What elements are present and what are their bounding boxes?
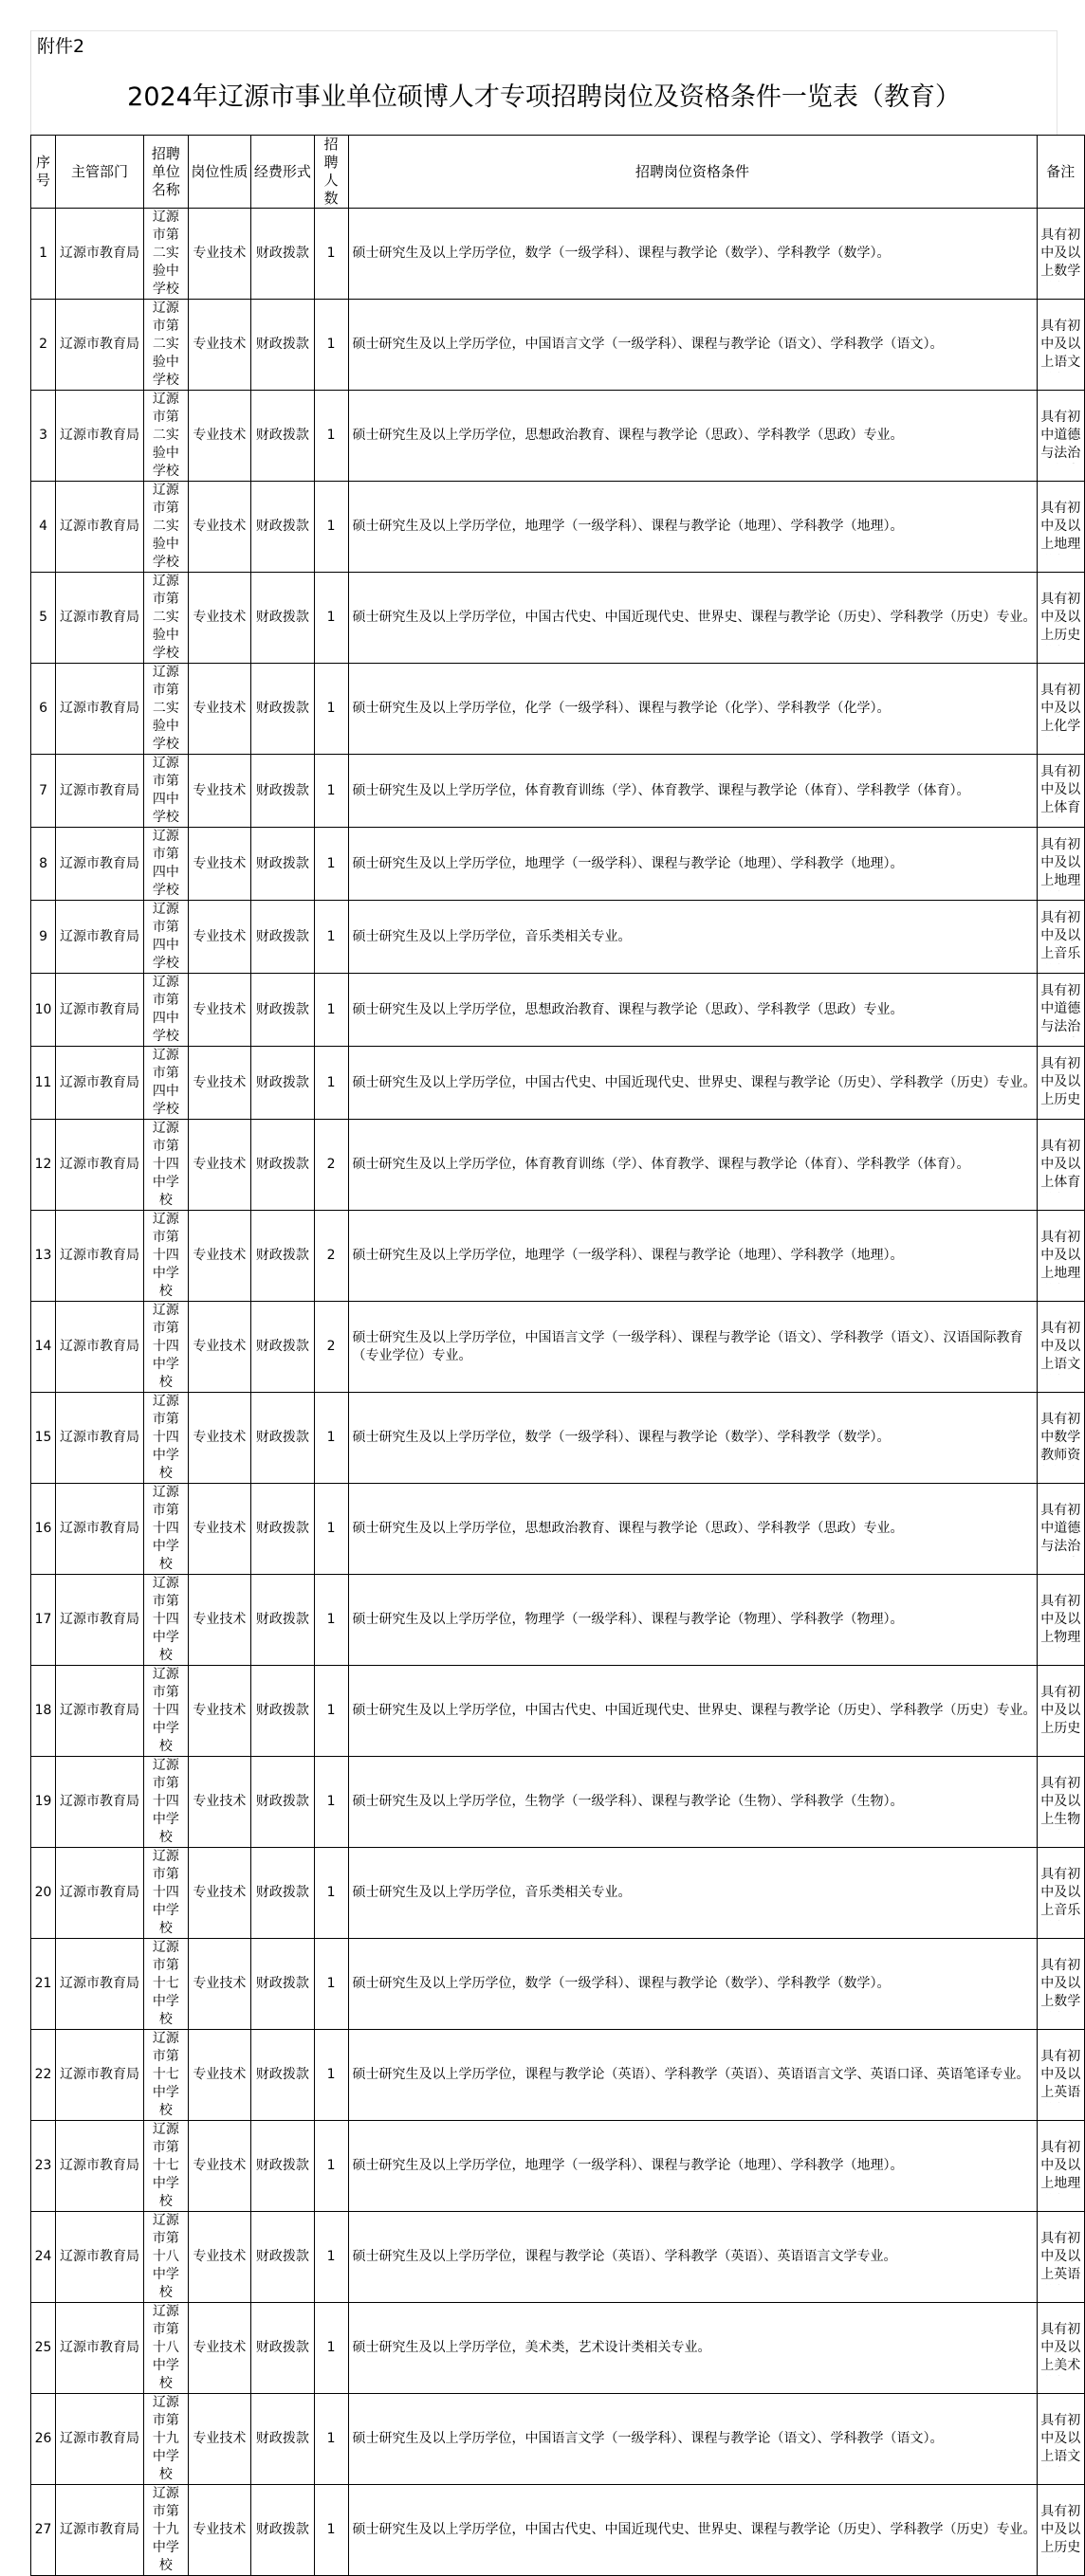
row-funding: 财政拨款	[251, 901, 315, 974]
table-row	[31, 209, 1085, 300]
attachment-label: 附件2	[30, 30, 1057, 61]
row-unit-name: 辽源市第四中学校	[144, 1047, 189, 1120]
row-requirements: 硕士研究生及以上学历学位，数学（一级学科）、课程与教学论（数学）、学科教学（数学）。	[352, 246, 891, 261]
row-unit-name: 辽源市第四中学校	[144, 974, 189, 1047]
table-row	[31, 2212, 1085, 2303]
header-unit: 招聘单位名称	[144, 136, 189, 209]
row-position-nature: 专业技术	[188, 755, 250, 828]
row-department: 辽源市教育局	[56, 1211, 144, 1302]
row-department: 辽源市教育局	[56, 664, 144, 755]
row-number: 23	[31, 2121, 56, 2212]
row-funding: 财政拨款	[251, 1211, 315, 1302]
row-department: 辽源市教育局	[56, 573, 144, 664]
row-unit-name: 辽源市第十九中学校	[144, 2485, 189, 2576]
row-note: 具有初中及以上体育	[1040, 1138, 1081, 1190]
row-position-nature: 专业技术	[188, 2121, 250, 2212]
row-unit-name: 辽源市第二实验中学校	[144, 573, 189, 664]
row-count: 1	[314, 482, 348, 573]
row-position-nature: 专业技术	[188, 974, 250, 1047]
row-count: 1	[314, 1757, 348, 1848]
row-department: 辽源市教育局	[56, 974, 144, 1047]
row-department: 辽源市教育局	[56, 209, 144, 300]
row-requirements: 硕士研究生及以上学历学位，地理学（一级学科）、课程与教学论（地理）、学科教学（地理）。	[352, 2158, 904, 2173]
row-department: 辽源市教育局	[56, 755, 144, 828]
row-department: 辽源市教育局	[56, 2485, 144, 2576]
row-count: 1	[314, 391, 348, 482]
table-header-row	[31, 136, 1085, 209]
row-note: 具有初中及以上数学	[1040, 227, 1081, 279]
row-number: 18	[31, 1666, 56, 1757]
row-funding: 财政拨款	[251, 1666, 315, 1757]
row-funding: 财政拨款	[251, 828, 315, 901]
row-count: 1	[314, 573, 348, 664]
row-note: 具有初中及以上地理	[1040, 837, 1081, 888]
row-position-nature: 专业技术	[188, 1848, 250, 1939]
row-unit-name: 辽源市第十四中学校	[144, 1393, 189, 1484]
row-requirements: 硕士研究生及以上学历学位，美术类，艺术设计类相关专业。	[352, 2340, 711, 2355]
row-position-nature: 专业技术	[188, 2303, 250, 2394]
row-requirements: 硕士研究生及以上学历学位，音乐类相关专业。	[352, 928, 632, 944]
row-department: 辽源市教育局	[56, 1120, 144, 1211]
row-note: 具有初中及以上音乐	[1040, 1866, 1081, 1918]
table-row	[31, 1939, 1085, 2030]
row-department: 辽源市教育局	[56, 1484, 144, 1575]
header-count: 招聘人数	[314, 136, 348, 209]
row-funding: 财政拨款	[251, 1575, 315, 1666]
row-count: 1	[314, 2303, 348, 2394]
row-department: 辽源市教育局	[56, 828, 144, 901]
row-note: 具有初中及以上语文	[1040, 1320, 1081, 1372]
row-count: 1	[314, 2212, 348, 2303]
row-count: 1	[314, 1047, 348, 1120]
row-count: 1	[314, 2485, 348, 2576]
row-number: 7	[31, 755, 56, 828]
row-number: 16	[31, 1484, 56, 1575]
row-requirements: 硕士研究生及以上学历学位，中国古代史、中国近现代史、世界史、课程与教学论（历史）、学科教学（历史）专业。	[352, 2522, 1037, 2537]
row-funding: 财政拨款	[251, 2212, 315, 2303]
row-number: 17	[31, 1575, 56, 1666]
row-position-nature: 专业技术	[188, 901, 250, 974]
row-number: 2	[31, 300, 56, 391]
row-unit-name: 辽源市第十四中学校	[144, 1211, 189, 1302]
row-count: 1	[314, 1393, 348, 1484]
row-count: 1	[314, 755, 348, 828]
table-row	[31, 828, 1085, 901]
row-number: 11	[31, 1047, 56, 1120]
row-requirements: 硕士研究生及以上学历学位，中国古代史、中国近现代史、世界史、课程与教学论（历史）、学科教学（历史）专业。	[352, 1074, 1037, 1090]
row-number: 21	[31, 1939, 56, 2030]
row-unit-name: 辽源市第十七中学校	[144, 1939, 189, 2030]
row-funding: 财政拨款	[251, 2121, 315, 2212]
row-position-nature: 专业技术	[188, 1211, 250, 1302]
header-note: 备注	[1037, 136, 1084, 209]
row-unit-name: 辽源市第十四中学校	[144, 1302, 189, 1393]
row-note: 具有初中及以上历史	[1040, 1056, 1081, 1107]
header-requirements: 招聘岗位资格条件	[348, 136, 1037, 209]
row-funding: 财政拨款	[251, 2394, 315, 2485]
row-department: 辽源市教育局	[56, 300, 144, 391]
row-department: 辽源市教育局	[56, 1939, 144, 2030]
row-funding: 财政拨款	[251, 1047, 315, 1120]
table-row	[31, 1848, 1085, 1939]
row-funding: 财政拨款	[251, 300, 315, 391]
row-requirements: 硕士研究生及以上学历学位，生物学（一级学科）、课程与教学论（生物）、学科教学（生物）。	[352, 1794, 904, 1809]
positions-table	[30, 135, 1085, 2576]
row-position-nature: 专业技术	[188, 1666, 250, 1757]
row-department: 辽源市教育局	[56, 901, 144, 974]
row-department: 辽源市教育局	[56, 1047, 144, 1120]
row-unit-name: 辽源市第十九中学校	[144, 2394, 189, 2485]
row-count: 1	[314, 974, 348, 1047]
row-number: 20	[31, 1848, 56, 1939]
row-count: 2	[314, 1120, 348, 1211]
row-requirements: 硕士研究生及以上学历学位，课程与教学论（英语）、学科教学（英语）、英语语言文学、英语口译、英语笔译专业。	[352, 2067, 1030, 2082]
row-count: 1	[314, 1848, 348, 1939]
row-requirements: 硕士研究生及以上学历学位，地理学（一级学科）、课程与教学论（地理）、学科教学（地理）。	[352, 519, 904, 534]
row-unit-name: 辽源市第十四中学校	[144, 1848, 189, 1939]
row-requirements: 硕士研究生及以上学历学位，体育教育训练（学）、体育教学、课程与教学论（体育）、学科教学（体育）。	[352, 1157, 970, 1172]
row-requirements: 硕士研究生及以上学历学位，中国语言文学（一级学科）、课程与教学论（语文）、学科教学（语文）。	[352, 337, 944, 352]
table-row	[31, 1666, 1085, 1757]
row-unit-name: 辽源市第十四中学校	[144, 1120, 189, 1211]
row-requirements: 硕士研究生及以上学历学位，物理学（一级学科）、课程与教学论（物理）、学科教学（物理）。	[352, 1612, 904, 1627]
row-unit-name: 辽源市第四中学校	[144, 828, 189, 901]
row-department: 辽源市教育局	[56, 2212, 144, 2303]
row-department: 辽源市教育局	[56, 2030, 144, 2121]
row-requirements: 硕士研究生及以上学历学位，课程与教学论（英语）、学科教学（英语）、英语语言文学专业。	[352, 2249, 897, 2264]
row-number: 3	[31, 391, 56, 482]
row-unit-name: 辽源市第四中学校	[144, 755, 189, 828]
row-unit-name: 辽源市第十四中学校	[144, 1666, 189, 1757]
table-row	[31, 1757, 1085, 1848]
row-note: 具有初中及以上地理	[1040, 2139, 1081, 2191]
table-row	[31, 1575, 1085, 1666]
row-funding: 财政拨款	[251, 209, 315, 300]
row-note: 具有初中及以上英语	[1040, 2230, 1081, 2282]
table-row	[31, 2121, 1085, 2212]
row-unit-name: 辽源市第二实验中学校	[144, 300, 189, 391]
row-count: 1	[314, 1666, 348, 1757]
row-number: 4	[31, 482, 56, 573]
row-requirements: 硕士研究生及以上学历学位，中国古代史、中国近现代史、世界史、课程与教学论（历史）、学科教学（历史）专业。	[352, 610, 1037, 625]
row-position-nature: 专业技术	[188, 2485, 250, 2576]
row-note: 具有初中道德与法治	[1040, 983, 1081, 1034]
row-count: 2	[314, 1302, 348, 1393]
row-note: 具有初中及以上语文	[1040, 318, 1081, 370]
row-position-nature: 专业技术	[188, 1757, 250, 1848]
row-position-nature: 专业技术	[188, 1575, 250, 1666]
row-position-nature: 专业技术	[188, 2394, 250, 2485]
row-requirements: 硕士研究生及以上学历学位，化学（一级学科）、课程与教学论（化学）、学科教学（化学）。	[352, 701, 891, 716]
table-row	[31, 1211, 1085, 1302]
row-funding: 财政拨款	[251, 573, 315, 664]
row-requirements: 硕士研究生及以上学历学位，思想政治教育、课程与教学论（思政）、学科教学（思政）专业。	[352, 428, 904, 443]
row-number: 13	[31, 1211, 56, 1302]
row-requirements: 硕士研究生及以上学历学位，地理学（一级学科）、课程与教学论（地理）、学科教学（地理）。	[352, 855, 904, 871]
table-row	[31, 2485, 1085, 2576]
row-position-nature: 专业技术	[188, 1047, 250, 1120]
row-position-nature: 专业技术	[188, 828, 250, 901]
row-note: 具有初中及以上历史	[1040, 2503, 1081, 2555]
row-note: 具有初中及以上物理	[1040, 1593, 1081, 1645]
row-number: 25	[31, 2303, 56, 2394]
row-note: 具有初中及以上英语	[1040, 2048, 1081, 2100]
row-note: 具有初中及以上语文	[1040, 2412, 1081, 2464]
header-fund: 经费形式	[251, 136, 315, 209]
row-note: 具有初中及以上数学	[1040, 1957, 1081, 2009]
row-number: 14	[31, 1302, 56, 1393]
row-requirements: 硕士研究生及以上学历学位，思想政治教育、课程与教学论（思政）、学科教学（思政）专业。	[352, 1001, 904, 1017]
row-requirements: 硕士研究生及以上学历学位，体育教育训练（学）、体育教学、课程与教学论（体育）、学科教学（体育）。	[352, 782, 970, 798]
row-note: 具有初中道德与法治	[1040, 1502, 1081, 1554]
row-department: 辽源市教育局	[56, 1757, 144, 1848]
table-row	[31, 901, 1085, 974]
table-row	[31, 1047, 1085, 1120]
row-count: 1	[314, 2394, 348, 2485]
row-number: 1	[31, 209, 56, 300]
row-number: 9	[31, 901, 56, 974]
row-funding: 财政拨款	[251, 664, 315, 755]
row-position-nature: 专业技术	[188, 2212, 250, 2303]
row-department: 辽源市教育局	[56, 2303, 144, 2394]
row-count: 1	[314, 664, 348, 755]
table-row	[31, 974, 1085, 1047]
row-count: 1	[314, 901, 348, 974]
row-number: 10	[31, 974, 56, 1047]
row-funding: 财政拨款	[251, 2303, 315, 2394]
row-funding: 财政拨款	[251, 1848, 315, 1939]
row-funding: 财政拨款	[251, 1302, 315, 1393]
table-row	[31, 1302, 1085, 1393]
row-department: 辽源市教育局	[56, 2121, 144, 2212]
row-department: 辽源市教育局	[56, 1575, 144, 1666]
row-count: 1	[314, 300, 348, 391]
row-number: 5	[31, 573, 56, 664]
row-position-nature: 专业技术	[188, 1120, 250, 1211]
row-unit-name: 辽源市第二实验中学校	[144, 209, 189, 300]
row-funding: 财政拨款	[251, 2485, 315, 2576]
row-funding: 财政拨款	[251, 2030, 315, 2121]
row-department: 辽源市教育局	[56, 391, 144, 482]
row-department: 辽源市教育局	[56, 1302, 144, 1393]
row-funding: 财政拨款	[251, 1120, 315, 1211]
table-row	[31, 573, 1085, 664]
row-department: 辽源市教育局	[56, 1848, 144, 1939]
table-row	[31, 2394, 1085, 2485]
row-position-nature: 专业技术	[188, 1302, 250, 1393]
header-no: 序号	[31, 136, 56, 209]
row-position-nature: 专业技术	[188, 2030, 250, 2121]
row-position-nature: 专业技术	[188, 664, 250, 755]
row-note: 具有初中及以上地理	[1040, 1229, 1081, 1281]
row-funding: 财政拨款	[251, 1484, 315, 1575]
table-row	[31, 300, 1085, 391]
row-unit-name: 辽源市第十八中学校	[144, 2303, 189, 2394]
row-position-nature: 专业技术	[188, 1484, 250, 1575]
row-note: 具有初中及以上生物	[1040, 1775, 1081, 1827]
row-count: 1	[314, 1484, 348, 1575]
row-requirements: 硕士研究生及以上学历学位，中国古代史、中国近现代史、世界史、课程与教学论（历史）、学科教学（历史）专业。	[352, 1703, 1037, 1718]
row-number: 24	[31, 2212, 56, 2303]
row-requirements: 硕士研究生及以上学历学位，地理学（一级学科）、课程与教学论（地理）、学科教学（地理）。	[352, 1248, 904, 1263]
header-dept: 主管部门	[56, 136, 144, 209]
row-requirements: 硕士研究生及以上学历学位，数学（一级学科）、课程与教学论（数学）、学科教学（数学）。	[352, 1430, 891, 1445]
row-unit-name: 辽源市第二实验中学校	[144, 391, 189, 482]
row-funding: 财政拨款	[251, 1757, 315, 1848]
row-unit-name: 辽源市第十七中学校	[144, 2030, 189, 2121]
row-requirements: 硕士研究生及以上学历学位，思想政治教育、课程与教学论（思政）、学科教学（思政）专业。	[352, 1521, 904, 1536]
row-department: 辽源市教育局	[56, 1666, 144, 1757]
row-note: 具有初中及以上化学	[1040, 682, 1081, 734]
row-number: 26	[31, 2394, 56, 2485]
row-count: 1	[314, 1939, 348, 2030]
row-note: 具有初中及以上音乐	[1040, 910, 1081, 961]
row-requirements: 硕士研究生及以上学历学位，音乐类相关专业。	[352, 1885, 632, 1900]
row-number: 27	[31, 2485, 56, 2576]
row-funding: 财政拨款	[251, 1939, 315, 2030]
row-note: 具有初中及以上历史	[1040, 591, 1081, 643]
row-position-nature: 专业技术	[188, 300, 250, 391]
row-department: 辽源市教育局	[56, 1393, 144, 1484]
row-unit-name: 辽源市第十四中学校	[144, 1575, 189, 1666]
row-unit-name: 辽源市第十七中学校	[144, 2121, 189, 2212]
row-requirements: 硕士研究生及以上学历学位，数学（一级学科）、课程与教学论（数学）、学科教学（数学）。	[352, 1976, 891, 1991]
row-position-nature: 专业技术	[188, 391, 250, 482]
table-row	[31, 1484, 1085, 1575]
table-row	[31, 482, 1085, 573]
row-note: 具有初中道德与法治	[1040, 409, 1081, 461]
table-row	[31, 2030, 1085, 2121]
row-count: 1	[314, 2030, 348, 2121]
row-unit-name: 辽源市第二实验中学校	[144, 482, 189, 573]
row-note: 具有初中及以上地理	[1040, 500, 1081, 552]
row-unit-name: 辽源市第十四中学校	[144, 1484, 189, 1575]
header-nature: 岗位性质	[188, 136, 250, 209]
row-funding: 财政拨款	[251, 482, 315, 573]
row-count: 1	[314, 828, 348, 901]
row-number: 6	[31, 664, 56, 755]
row-funding: 财政拨款	[251, 974, 315, 1047]
row-count: 1	[314, 1575, 348, 1666]
row-unit-name: 辽源市第四中学校	[144, 901, 189, 974]
row-number: 22	[31, 2030, 56, 2121]
row-count: 1	[314, 209, 348, 300]
row-position-nature: 专业技术	[188, 573, 250, 664]
row-funding: 财政拨款	[251, 1393, 315, 1484]
table-row	[31, 1120, 1085, 1211]
row-note: 具有初中数学教师资	[1040, 1411, 1081, 1463]
row-requirements: 硕士研究生及以上学历学位，中国语言文学（一级学科）、课程与教学论（语文）、学科教学（语文）、汉语国际教育（专业学位）专业。	[352, 1329, 1023, 1363]
row-position-nature: 专业技术	[188, 209, 250, 300]
row-position-nature: 专业技术	[188, 482, 250, 573]
row-number: 19	[31, 1757, 56, 1848]
row-funding: 财政拨款	[251, 391, 315, 482]
row-note: 具有初中及以上美术	[1040, 2321, 1081, 2373]
row-note: 具有初中及以上历史	[1040, 1684, 1081, 1736]
row-department: 辽源市教育局	[56, 482, 144, 573]
row-unit-name: 辽源市第二实验中学校	[144, 664, 189, 755]
page-title: 2024年辽源市事业单位硕博人才专项招聘岗位及资格条件一览表（教育）	[30, 61, 1057, 135]
row-count: 2	[314, 1211, 348, 1302]
row-note: 具有初中及以上体育	[1040, 764, 1081, 815]
row-position-nature: 专业技术	[188, 1939, 250, 2030]
row-position-nature: 专业技术	[188, 1393, 250, 1484]
table-row	[31, 391, 1085, 482]
table-row	[31, 1393, 1085, 1484]
row-count: 1	[314, 2121, 348, 2212]
table-row	[31, 755, 1085, 828]
row-unit-name: 辽源市第十八中学校	[144, 2212, 189, 2303]
row-number: 8	[31, 828, 56, 901]
table-row	[31, 664, 1085, 755]
row-funding: 财政拨款	[251, 755, 315, 828]
row-department: 辽源市教育局	[56, 2394, 144, 2485]
row-requirements: 硕士研究生及以上学历学位，中国语言文学（一级学科）、课程与教学论（语文）、学科教学（语文）。	[352, 2431, 944, 2446]
row-unit-name: 辽源市第十四中学校	[144, 1757, 189, 1848]
table-row	[31, 2303, 1085, 2394]
row-number: 12	[31, 1120, 56, 1211]
row-number: 15	[31, 1393, 56, 1484]
